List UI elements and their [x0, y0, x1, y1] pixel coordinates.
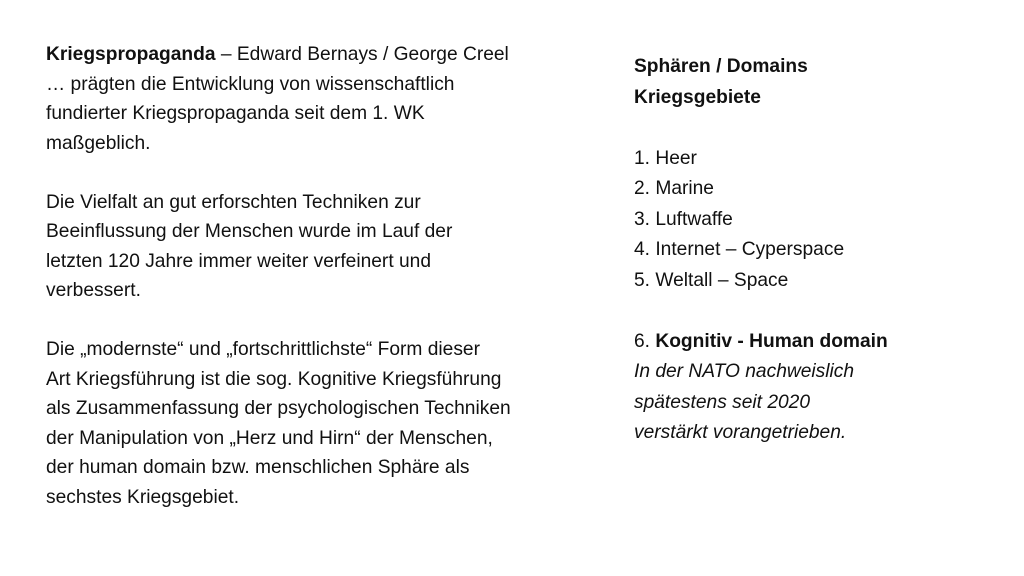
list-item: 3. Luftwaffe — [634, 208, 733, 230]
text-line: … prägten die Entwicklung von wissenschaftlich — [46, 73, 455, 95]
text-line: letzten 120 Jahre immer weiter verfeinert und — [46, 250, 431, 272]
text-line: Beeinflussung der Menschen wurde im Lauf der — [46, 221, 453, 242]
list-item: 1. Heer — [634, 147, 697, 169]
text-line: verbessert. — [46, 280, 141, 301]
list-item: 5. Weltall – Space — [634, 269, 789, 291]
spacer — [634, 113, 994, 144]
text-line: als Zusammenfassung der psychologischen Techniken — [46, 398, 511, 419]
list-item: 4. Internet – Cyperspace — [634, 239, 845, 260]
italic-note-line: spätestens seit 2020 — [634, 391, 811, 413]
cognitive-domain-block — [634, 327, 994, 449]
text-line: maßgeblich. — [46, 132, 151, 154]
domains-heading — [634, 52, 994, 113]
right-column — [634, 52, 994, 449]
heading-war-zones: Kriegsgebiete — [634, 86, 761, 108]
list-item-cognitive — [634, 327, 994, 358]
domains-list — [634, 144, 994, 297]
text-line: Art Kriegsführung ist die sog. Kognitive Kriegsführung — [46, 368, 502, 390]
paragraph-techniques — [46, 188, 621, 306]
left-column — [46, 40, 621, 512]
italic-note-line: In der NATO nachweislich — [634, 361, 855, 382]
term-kriegspropaganda: Kriegspropaganda — [46, 44, 216, 65]
text-line: Die Vielfalt an gut erforschten Techniken zur — [46, 191, 421, 213]
cognitive-domain-label: Kognitiv - Human domain — [655, 330, 888, 352]
authors-text: – Edward Bernays / George Creel — [215, 44, 509, 65]
text-line: der human domain bzw. menschlichen Sphäre als — [46, 457, 470, 478]
list-item-number: 6. — [634, 330, 656, 352]
paragraph-propaganda — [46, 40, 621, 158]
paragraph-cognitive-warfare — [46, 335, 621, 512]
spacer — [634, 296, 994, 327]
text-line: Die „modernste“ und „fortschrittlichste“ Form dieser — [46, 339, 480, 360]
list-item: 2. Marine — [634, 178, 714, 199]
text-line: fundierter Kriegspropaganda seit dem 1. WK — [46, 103, 425, 124]
italic-note-line: verstärkt vorangetrieben. — [634, 422, 847, 443]
text-line: sechstes Kriegsgebiet. — [46, 486, 240, 508]
paragraph-propaganda-line-1 — [46, 40, 621, 70]
heading-spheres: Sphären / Domains — [634, 56, 808, 77]
text-line: der Manipulation von „Herz und Hirn“ der Menschen, — [46, 427, 493, 449]
